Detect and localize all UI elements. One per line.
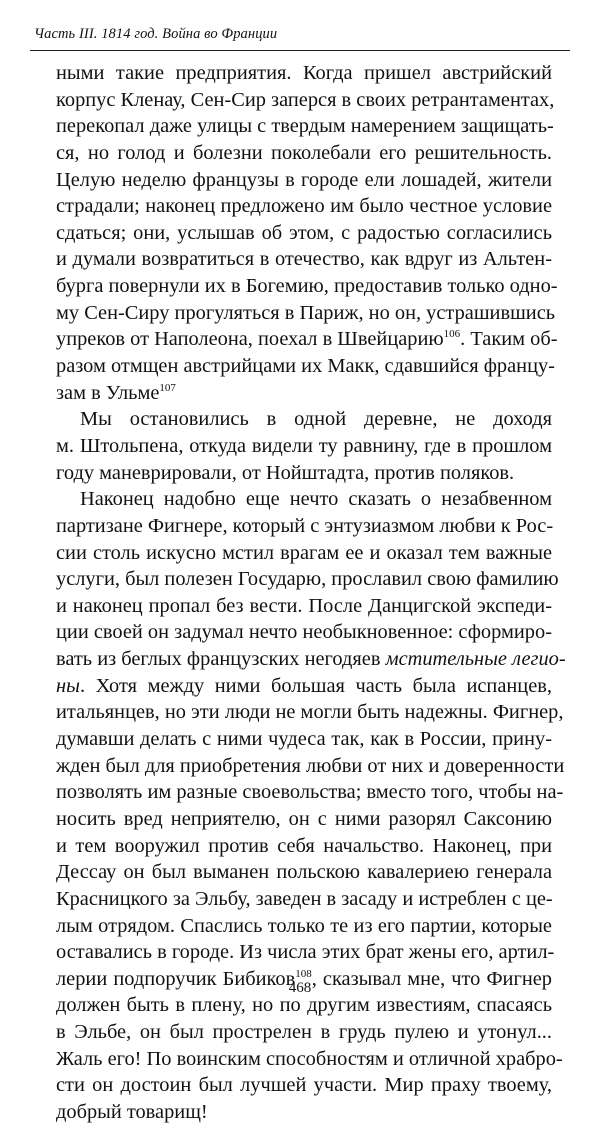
text-line: Дессау он был выманен польскою кавалериею генерала xyxy=(56,861,552,884)
text-line: должен быть в плену, но по другим известиям, спасаясь xyxy=(56,994,552,1017)
text-line: сти он достоин был лучшей участи. Мир праху твоему, xyxy=(56,1074,552,1097)
text-segment: . Хотя между ними большая часть была испанцев, xyxy=(79,674,552,697)
footnote-ref-106: 106 xyxy=(443,328,461,341)
text-line: корпус Кленау, Сен-Сир заперся в своих ретрантаментах, xyxy=(56,88,555,111)
running-header: Часть III. 1814 год. Война во Франции xyxy=(34,26,278,42)
text-line: бурга повернули их в Богемию, предоставив только одно- xyxy=(56,275,558,298)
text-line: жден был для приобретения любви от них и доверенности xyxy=(56,754,565,777)
text-line: м. Штольпена, откуда видели ту равнину, где в прошлом xyxy=(56,434,552,457)
italic-phrase-end: ны xyxy=(56,674,80,697)
footnote-ref-107: 107 xyxy=(159,381,176,394)
text-line: и думали возвратиться в отечество, как вдруг из Альтен- xyxy=(56,248,552,271)
text-line xyxy=(56,380,552,407)
text-line: страдали; наконец предложено им было честное условие xyxy=(56,195,552,218)
text-line: Жаль его! По воинским способностям и отличной храбро- xyxy=(56,1047,563,1070)
text-line: в Эльбе, он был прострелен в грудь пулею и утонул... xyxy=(56,1021,552,1044)
text-line: итальянцев, но эти люди не могли быть надежны. Фигнер, xyxy=(56,701,564,724)
text-line: позволять им разные своевольства; вместо того, чтобы на- xyxy=(56,781,564,804)
paragraph-start: Мы остановились в одной деревне, не доходя xyxy=(80,408,552,431)
text-line: думавши делать с ними чудеса так, как в России, прину- xyxy=(56,728,552,751)
text-line: оставались в городе. Из числа этих брат жены его, артил- xyxy=(56,941,555,964)
text-line: и наконец пропал без вести. После Данцигской экспеди- xyxy=(56,594,552,617)
italic-phrase: мстительные легио- xyxy=(385,648,566,671)
text-line: разом отмщен австрийцами их Макк, сдавшийся францу- xyxy=(56,355,555,378)
text-line: сдаться; они, услышав об этом, с радостью согласились xyxy=(56,221,552,244)
text-line: году маневрировали, от Нойштадта, против поляков. xyxy=(56,461,515,484)
footnote-ref-108: 108 xyxy=(295,967,312,980)
text-segment: лерии подпоручик Бибиков xyxy=(56,967,296,990)
page-number: 468 xyxy=(288,980,312,996)
header-rule xyxy=(30,50,570,51)
paragraph-start: Наконец надобно еще нечто сказать о незабвенном xyxy=(80,488,552,511)
text-line: му Сен-Сиру прогуляться в Париж, но он, устрашившись xyxy=(56,301,556,324)
text-line: ции своей он задумал нечто необыкновенное: сформиро- xyxy=(56,621,552,644)
text-line xyxy=(56,326,558,353)
text-line: Красницкого за Эльбу, заведен в засаду и истреблен с це- xyxy=(56,887,553,910)
main-text xyxy=(56,60,566,1126)
text-line: партизане Фигнере, который с энтузиазмом любви к Рос- xyxy=(56,514,554,537)
text-segment: вать из беглых французских негодяев xyxy=(56,648,381,671)
text-line: добрый товарищ! xyxy=(56,1100,208,1123)
text-segment: , сказывал мне, что Фигнер xyxy=(311,967,552,990)
text-segment: . Таким об- xyxy=(460,328,558,351)
text-line: и тем вооружил против себя начальство. Наконец, при xyxy=(56,834,552,857)
text-line: Целую неделю французы в городе ели лошадей, жители xyxy=(56,168,552,191)
text-line: носить вред неприятелю, он с ними разорял Саксонию xyxy=(56,807,552,830)
text-line: ными такие предприятия. Когда пришел австрийский xyxy=(56,62,552,84)
text-line: ся, но голод и болезни поколебали его решительность. xyxy=(56,141,552,164)
text-line: услуги, был полезен Государю, прославил свою фамилию xyxy=(56,568,559,591)
text-line: сии столь искусно мстил врагам ее и оказал тем важные xyxy=(56,541,552,564)
text-segment: упреков от Наполеона, поехал в Швейцарию xyxy=(56,328,444,351)
text-line xyxy=(56,673,552,700)
text-line: перекопал даже улицы с твердым намерением защищать- xyxy=(56,115,554,138)
text-segment: зам в Ульме xyxy=(56,381,160,404)
text-line: лым отрядом. Спаслись только те из его партии, которые xyxy=(56,914,552,937)
text-line xyxy=(56,646,566,673)
